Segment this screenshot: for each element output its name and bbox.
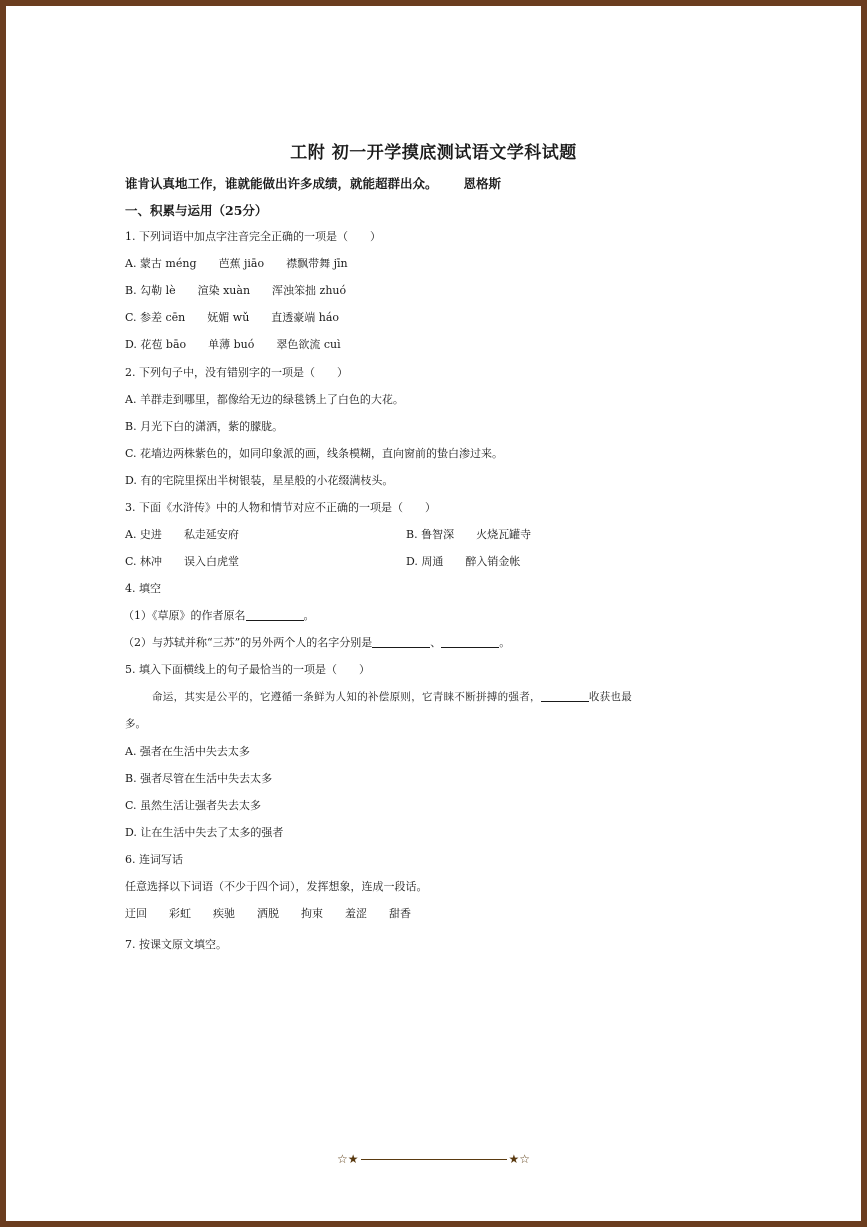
q3-d-person: D. 周通: [406, 555, 444, 568]
q1-b-2: 渲染 xuàn: [197, 284, 251, 297]
q4-p1-text: （1）《草原》的作者原名: [123, 609, 246, 622]
q6-word: 甜香: [389, 907, 411, 920]
q6-word-list: [125, 905, 433, 921]
q3-c-plot: 误入白虎堂: [184, 555, 240, 568]
q3-option-b: [406, 526, 531, 542]
q3-a-person: A. 史进: [125, 528, 162, 541]
q1-b-3: 浑浊笨拙 zhuó: [272, 284, 347, 297]
q1-c-1: C. 参差 cēn: [125, 311, 186, 324]
q3-d-plot: 醉入销金帐: [465, 555, 521, 568]
question-5-stem: 5. 填入下面横线上的句子最恰当的一项是（ ）: [125, 663, 370, 676]
q2-option-d: D. 有的宅院里探出半树银装，星星般的小花缀满枝头。: [125, 474, 394, 487]
q5-option-a: A. 强者在生活中失去太多: [125, 745, 250, 758]
quote-author: 恩格斯: [463, 176, 502, 191]
q6-word: 彩虹: [169, 907, 191, 920]
quote-text: 谁肯认真地工作，谁就能做出许多成绩，就能超群出众。: [125, 176, 438, 191]
q3-b-plot: 火烧瓦罐寺: [476, 528, 532, 541]
q1-option-c: [125, 309, 339, 325]
motto-quote: [125, 174, 501, 192]
question-6-stem: 6. 连词写话: [125, 853, 183, 866]
q1-option-a: [125, 255, 348, 271]
footer-star-icon-right: ★☆: [508, 1152, 531, 1166]
q1-a-1: A. 蒙古 méng: [125, 257, 197, 270]
q1-d-2: 单薄 buó: [208, 338, 255, 351]
q3-b-person: B. 鲁智深: [406, 528, 455, 541]
page-title: 工附 初一开学摸底测试语文学科试题: [290, 143, 577, 163]
q3-option-c: [125, 553, 239, 569]
q4-p2-blank-1[interactable]: [372, 636, 430, 648]
q4-p1-blank[interactable]: [246, 609, 304, 621]
q4-p2-sep: 、: [430, 636, 442, 649]
q5-blank[interactable]: [541, 690, 589, 702]
q4-p2-text: （2）与苏轼并称“三苏”的另外两个人的名字分别是: [123, 636, 373, 649]
question-1-stem: 1. 下列词语中加点字注音完全正确的一项是（ ）: [125, 230, 381, 243]
q3-a-plot: 私走延安府: [183, 528, 239, 541]
q3-option-d: [406, 553, 520, 569]
q4-p2-blank-2[interactable]: [441, 636, 499, 648]
q3-c-person: C. 林冲: [125, 555, 163, 568]
q2-option-a: A. 羊群走到哪里，都像给无边的绿毯锈上了白色的大花。: [125, 393, 404, 406]
q5-option-b: B. 强者尽管在生活中失去太多: [125, 772, 273, 785]
question-2-stem: 2. 下列句子中，没有错别字的一项是（ ）: [125, 366, 348, 379]
q1-a-2: 芭蕉 jiāo: [218, 257, 265, 270]
q4-p2-end: 。: [499, 636, 511, 649]
q1-a-3: 襟飘带舞 jīn: [286, 257, 348, 270]
footer-divider: [361, 1159, 507, 1160]
q2-option-c: C. 花墙边两株紫色的，如同印象派的画，线条模糊，直向窗前的蛰白渗过来。: [125, 447, 504, 460]
q6-word: 羞涩: [345, 907, 367, 920]
q6-word: 拘束: [301, 907, 323, 920]
q1-c-2: 妩媚 wǔ: [207, 311, 250, 324]
question-7-stem: 7. 按课文原文填空。: [125, 938, 227, 951]
question-3-stem: 3. 下面《水浒传》中的人物和情节对应不正确的一项是（ ）: [125, 501, 436, 514]
q1-option-d: [125, 336, 341, 352]
q5-option-d: D. 让在生活中失去了太多的强者: [125, 826, 284, 839]
q6-word: 疾驰: [213, 907, 235, 920]
q6-word: 迂回: [125, 907, 147, 920]
q5-passage-text: 命运，其实是公平的，它遵循一条鲜为人知的补偿原则，它青睐不断拼搏的强者，: [152, 691, 541, 703]
q4-p1-end: 。: [303, 609, 315, 622]
q5-option-c: C. 虽然生活让强者失去太多: [125, 799, 262, 812]
footer-ornament: [6, 1152, 861, 1166]
q1-c-3: 直透豪端 háo: [271, 311, 340, 324]
q4-part-1: [123, 607, 315, 623]
q5-passage-tail: 收获也最: [588, 691, 633, 703]
q5-passage-line-2: 多。: [125, 718, 146, 730]
q5-passage-line-1: [152, 689, 632, 704]
footer-star-icon-left: ☆★: [336, 1152, 359, 1166]
q3-option-a: [125, 526, 239, 542]
q6-word: 洒脱: [257, 907, 279, 920]
q4-part-2: [123, 634, 510, 650]
q1-option-b: [125, 282, 346, 298]
q1-d-1: D. 花苞 bāo: [125, 338, 187, 351]
document-page: [6, 6, 861, 1221]
question-4-stem: 4. 填空: [125, 582, 161, 595]
q1-b-1: B. 勾勒 lè: [125, 284, 176, 297]
q2-option-b: B. 月光下白的潇洒，紫的朦胧。: [125, 420, 284, 433]
section-heading: 一、积累与运用（25分）: [125, 203, 268, 218]
q1-d-3: 翠色欲流 cuì: [276, 338, 341, 351]
q6-instruction: 任意选择以下词语（不少于四个词），发挥想象，连成一段话。: [125, 880, 428, 893]
